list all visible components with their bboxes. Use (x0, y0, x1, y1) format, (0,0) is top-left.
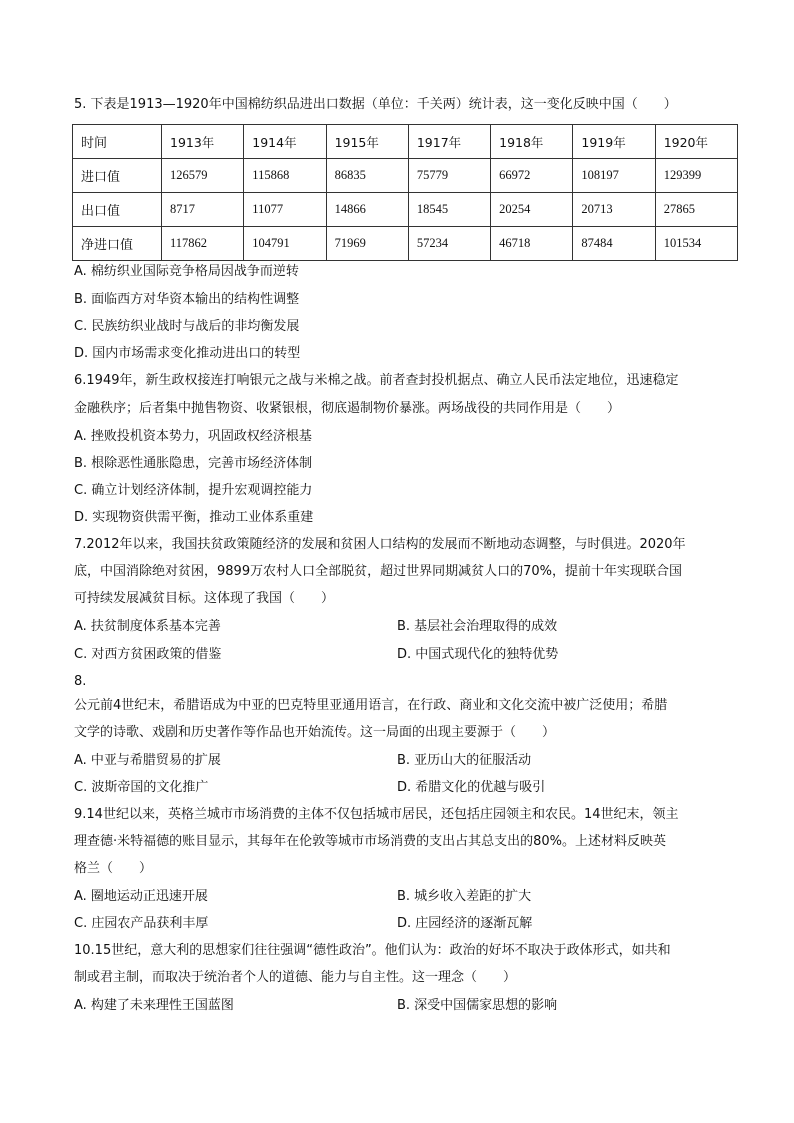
q8-option-c: C. 波斯帝国的文化推广 (74, 780, 209, 795)
table-cell: 1917年 (408, 125, 490, 159)
table-cell: 1915年 (326, 125, 408, 159)
q7-stem-line: 底，中国消除绝对贫困，9899万农村人口全部脱贫，超过世界同期减贫人口的70%，提前十年实现联合国 (74, 564, 682, 579)
table-cell: 1920年 (655, 125, 737, 159)
table-cell: 时间 (73, 125, 162, 159)
table-cell: 27865 (655, 193, 737, 227)
table-cell: 14866 (326, 193, 408, 227)
table-cell: 101534 (655, 227, 737, 261)
q6-option-c: C. 确立计划经济体制，提升宏观调控能力 (74, 483, 313, 498)
q8-number: 8. (74, 674, 87, 689)
q5-option-a: A. 棉纺织业国际竞争格局因战争而逆转 (74, 264, 299, 279)
q7-option-c: C. 对西方贫困政策的借鉴 (74, 647, 222, 662)
q10-option-b: B. 深受中国儒家思想的影响 (397, 998, 558, 1013)
q8-stem-line: 文学的诗歌、戏剧和历史著作等作品也开始流传。这一局面的出现主要源于（ ） (74, 725, 556, 740)
q5-data-table (72, 124, 738, 261)
table-cell: 71969 (326, 227, 408, 261)
q7-option-d: D. 中国式现代化的独特优势 (397, 647, 559, 662)
table-cell: 1913年 (162, 125, 244, 159)
table-header-row (73, 125, 738, 159)
table-cell: 66972 (491, 159, 573, 193)
table-cell: 129399 (655, 159, 737, 193)
q9-option-a: A. 圈地运动正迅速开展 (74, 889, 208, 904)
table-cell: 57234 (408, 227, 490, 261)
q5-stem: 5. 下表是1913—1920年中国棉纺织品进出口数据（单位：千关两）统计表，这一变化反映中国（ ） (74, 97, 677, 112)
q9-option-b: B. 城乡收入差距的扩大 (397, 889, 532, 904)
q5-option-c: C. 民族纺织业战时与战后的非均衡发展 (74, 319, 300, 334)
q10-option-a: A. 构建了未来理性王国蓝图 (74, 998, 234, 1013)
table-cell: 1919年 (573, 125, 655, 159)
table-cell: 75779 (408, 159, 490, 193)
q7-option-a: A. 扶贫制度体系基本完善 (74, 619, 221, 634)
table-cell: 1914年 (244, 125, 326, 159)
q7-stem-line: 7.2012年以来，我国扶贫政策随经济的发展和贫困人口结构的发展而不断地动态调整，与时俱进。2020年 (74, 537, 686, 552)
q6-option-a: A. 挫败投机资本势力，巩固政权经济根基 (74, 429, 312, 444)
q5-option-d: D. 国内市场需求变化推动进出口的转型 (74, 346, 301, 361)
table-row (73, 193, 738, 227)
q8-option-d: D. 希腊文化的优越与吸引 (397, 780, 546, 795)
q8-stem-line: 公元前4世纪末，希腊语成为中亚的巴克特里亚通用语言，在行政、商业和文化交流中被广泛使用；希腊 (74, 698, 668, 713)
table-cell: 86835 (326, 159, 408, 193)
q9-option-c: C. 庄园农产品获利丰厚 (74, 916, 209, 931)
table-cell: 87484 (573, 227, 655, 261)
table-row (73, 159, 738, 193)
q9-option-d: D. 庄园经济的逐渐瓦解 (397, 916, 533, 931)
q8-option-a: A. 中亚与希腊贸易的扩展 (74, 753, 221, 768)
q9-stem-line: 9.14世纪以来，英格兰城市市场消费的主体不仅包括城市居民，还包括庄园领主和农民。14世纪末，领主 (74, 807, 679, 822)
q6-option-b: B. 根除恶性通胀隐患，完善市场经济体制 (74, 456, 313, 471)
q7-option-b: B. 基层社会治理取得的成效 (397, 619, 558, 634)
q8-option-b: B. 亚历山大的征服活动 (397, 753, 532, 768)
table-cell: 出口值 (73, 193, 162, 227)
table-cell: 进口值 (73, 159, 162, 193)
table-cell: 11077 (244, 193, 326, 227)
table-cell: 8717 (162, 193, 244, 227)
q9-stem-line: 格兰（ ） (74, 861, 153, 876)
q7-stem-line: 可持续发展减贫目标。这体现了我国（ ） (74, 591, 335, 606)
table-cell: 115868 (244, 159, 326, 193)
table-row (73, 227, 738, 261)
q9-stem-line: 理查德·米特福德的账目显示，其每年在伦敦等城市市场消费的支出占其总支出的80%。上述材料反映英 (74, 834, 667, 849)
table-cell: 20254 (491, 193, 573, 227)
table-cell: 净进口值 (73, 227, 162, 261)
q10-stem-line: 10.15世纪，意大利的思想家们往往强调“德性政治”。他们认为：政治的好坏不取决于政体形式，如共和 (74, 943, 671, 958)
table-cell: 46718 (491, 227, 573, 261)
q10-stem-line: 制或君主制，而取决于统治者个人的道德、能力与自主性。这一理念（ ） (74, 970, 517, 985)
table-cell: 1918年 (491, 125, 573, 159)
table-cell: 108197 (573, 159, 655, 193)
q5-option-b: B. 面临西方对华资本输出的结构性调整 (74, 292, 300, 307)
q6-stem-line: 6.1949年，新生政权接连打响银元之战与米棉之战。前者查封投机据点、确立人民币法定地位，迅速稳定 (74, 373, 679, 388)
q6-stem-line: 金融秩序；后者集中抛售物资、收紧银根，彻底遏制物价暴涨。两场战役的共同作用是（ ） (74, 401, 621, 416)
table-cell: 18545 (408, 193, 490, 227)
table-cell: 126579 (162, 159, 244, 193)
table-cell: 117862 (162, 227, 244, 261)
q6-option-d: D. 实现物资供需平衡，推动工业体系重建 (74, 510, 314, 525)
table-cell: 104791 (244, 227, 326, 261)
table-cell: 20713 (573, 193, 655, 227)
